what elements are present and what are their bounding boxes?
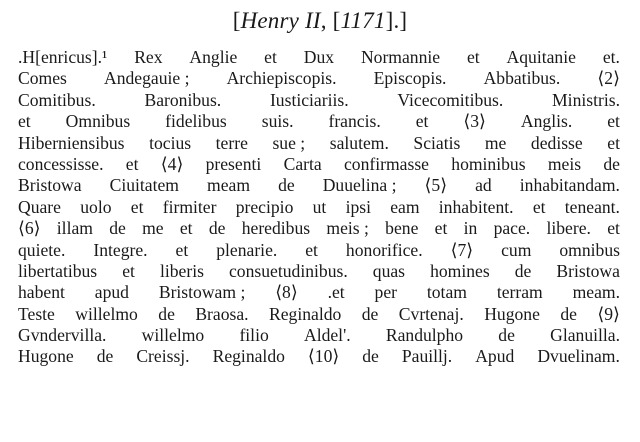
page-heading (0, 6, 640, 36)
charter-word: Dux (303, 47, 335, 67)
charter-word: ⟨10⟩ (307, 346, 340, 367)
charter-word: francis. (328, 111, 381, 132)
charter-word: et (607, 218, 620, 239)
charter-word: Carta (283, 153, 322, 174)
charter-word: Glanuilla. (550, 325, 620, 346)
charter-word: Braosa. (195, 303, 249, 324)
charter-word: Teste (18, 303, 55, 324)
charter-word: de (208, 218, 226, 239)
charter-word: apud (94, 282, 129, 303)
charter-word: Apud (475, 346, 515, 367)
charter-word: suis. (261, 111, 294, 132)
charter-word: Bristowam ; (158, 282, 246, 303)
charter-word: ⟨6⟩ (18, 218, 41, 239)
charter-word: ⟨4⟩ (160, 153, 184, 174)
charter-line (18, 325, 620, 346)
charter-word: terram (496, 282, 543, 303)
charter-word: et. (602, 47, 620, 67)
charter-word: et (415, 111, 429, 132)
charter-word: de (603, 153, 620, 174)
charter-word: ut (312, 196, 327, 217)
charter-word: Andegauie ; (103, 68, 190, 89)
charter-word: Rex (134, 47, 163, 67)
charter-word: meam (207, 175, 251, 196)
charter-word: et (175, 239, 189, 260)
charter-word: et (179, 218, 193, 239)
charter-word: consuetudinibus. (228, 260, 348, 281)
charter-word: inhabitandam. (519, 175, 620, 196)
charter-word: ⟨8⟩ (275, 282, 298, 303)
charter-word: Randulpho (385, 325, 464, 346)
charter-word: meis (547, 153, 582, 174)
charter-word: pace. (493, 218, 531, 239)
charter-word: et (434, 218, 448, 239)
charter-word: Hugone (484, 303, 540, 324)
charter-word: eam (390, 196, 420, 217)
charter-word: Hiberniensibus (18, 132, 125, 153)
charter-line (18, 68, 620, 89)
charter-word: liberis (159, 260, 204, 281)
charter-word: de (361, 303, 379, 324)
charter-word: .et (327, 282, 345, 303)
charter-word: me (484, 132, 507, 153)
charter-line (18, 154, 620, 175)
charter-word: Bristowa (556, 260, 620, 281)
charter-line (18, 304, 620, 325)
charter-word: teneant. (564, 196, 620, 217)
charter-word: Comes (18, 68, 67, 89)
charter-word: de (158, 303, 175, 324)
charter-word: willelmo (141, 325, 205, 346)
charter-word: concessisse. (18, 153, 104, 174)
charter-word: et (532, 196, 546, 217)
charter-word: Anglis. (520, 111, 573, 132)
charter-word: Bristowa (18, 175, 82, 196)
charter-word: Dvuelinam. (537, 346, 620, 367)
charter-text (18, 47, 620, 368)
charter-word: ⟨3⟩ (463, 111, 486, 132)
charter-word: Cvrtenaj. (398, 303, 464, 324)
charter-word: Abbatibus. (483, 68, 561, 89)
charter-word: Normannie (360, 47, 441, 67)
charter-word: Baronibus. (144, 89, 222, 110)
charter-word: et (305, 239, 318, 260)
charter-word: Episcopis. (373, 68, 447, 89)
charter-word: Comitibus. (18, 89, 96, 110)
charter-word: confirmasse (343, 153, 429, 174)
charter-word: ⟨5⟩ (424, 175, 448, 196)
charter-line (18, 346, 620, 367)
heading-separator: , [ (320, 8, 341, 33)
charter-word: libere. (546, 218, 591, 239)
charter-word: habent (18, 282, 65, 303)
charter-line (18, 261, 620, 282)
charter-word: dedisse (530, 132, 583, 153)
charter-line (18, 111, 620, 132)
charter-line (18, 90, 620, 111)
charter-word: cum (501, 239, 532, 260)
charter-word: de (278, 175, 295, 196)
charter-line (18, 175, 620, 196)
charter-word: libertatibus (18, 260, 98, 281)
charter-word: de (109, 218, 126, 239)
charter-word: et (130, 196, 144, 217)
charter-word: homines (430, 260, 490, 281)
charter-word: et (607, 111, 620, 132)
charter-word: Ciuitatem (109, 175, 179, 196)
charter-line (18, 47, 620, 68)
charter-line (18, 240, 620, 261)
charter-word: Vicecomitibus. (397, 89, 504, 110)
charter-word: ipsi (345, 196, 371, 217)
charter-word: de (560, 303, 577, 324)
charter-word: hominibus (451, 153, 526, 174)
charter-word: de (498, 325, 515, 346)
charter-word: Duuelina ; (322, 175, 397, 196)
charter-word: in (463, 218, 478, 239)
charter-word: Anglie (189, 47, 238, 67)
charter-word: Omnibus (65, 111, 131, 132)
charter-word: Creissj. (136, 346, 190, 367)
charter-word: Pauillj. (401, 346, 453, 367)
charter-word: per (374, 282, 398, 303)
charter-word: quiete. (18, 239, 66, 260)
charter-word: quas (372, 260, 406, 281)
charter-word: ad (475, 175, 492, 196)
charter-word: uolo (80, 196, 112, 217)
charter-word: Ministris. (552, 89, 620, 110)
charter-word: totam (426, 282, 467, 303)
heading-open-bracket: [ (232, 8, 241, 33)
charter-word: Integre. (93, 239, 148, 260)
charter-word: et (122, 260, 135, 281)
charter-word: et (18, 111, 31, 132)
charter-line (18, 197, 620, 218)
charter-line (18, 133, 620, 154)
charter-word: Reginaldo (212, 346, 285, 367)
charter-word: meis ; (326, 218, 369, 239)
charter-line (18, 282, 620, 303)
charter-word: tocius (149, 132, 192, 153)
charter-word: Iusticiariis. (269, 89, 349, 110)
charter-word: et (607, 132, 620, 153)
charter-word: heredibus (241, 218, 311, 239)
heading-year: 1171 (340, 8, 386, 33)
charter-word: firmiter (162, 196, 217, 217)
charter-word: inhabitent. (438, 196, 514, 217)
charter-word: filio (239, 325, 269, 346)
charter-word: fidelibus (165, 111, 227, 132)
charter-word: presenti (205, 153, 262, 174)
charter-word: sue ; (272, 132, 306, 153)
charter-word: omnibus (559, 239, 620, 260)
charter-word: de (96, 346, 114, 367)
charter-word: bene (385, 218, 419, 239)
charter-word: me (142, 218, 164, 239)
charter-word: Archiepiscopis. (226, 68, 337, 89)
charter-word: meam. (572, 282, 620, 303)
charter-word: Quare (18, 196, 61, 217)
charter-word: ⟨7⟩ (450, 239, 474, 260)
charter-word: ⟨2⟩ (597, 68, 620, 89)
charter-word: plenarie. (216, 239, 278, 260)
charter-word: illam (56, 218, 93, 239)
charter-word: honorifice. (345, 239, 423, 260)
charter-word: .H[enricus].¹ (18, 47, 108, 67)
heading-king-name: Henry II (240, 8, 321, 33)
charter-word: Aldel'. (303, 325, 351, 346)
charter-word: Gvndervilla. (18, 325, 107, 346)
charter-word: Sciatis (413, 132, 461, 153)
charter-line (18, 218, 620, 239)
charter-word: de (514, 260, 532, 281)
charter-word: Hugone (18, 346, 74, 367)
charter-word: terre (215, 132, 248, 153)
heading-close-bracket: ].] (385, 8, 408, 33)
charter-word: precipio (235, 196, 294, 217)
charter-word: et (466, 47, 480, 67)
charter-word: Aquitanie (506, 47, 576, 67)
charter-word: ⟨9⟩ (597, 303, 620, 324)
charter-word: salutem. (329, 132, 389, 153)
charter-word: de (362, 346, 379, 367)
charter-word: et (125, 153, 139, 174)
charter-word: et (264, 47, 277, 67)
charter-word: Reginaldo (269, 303, 342, 324)
charter-word: willelmo (75, 303, 138, 324)
